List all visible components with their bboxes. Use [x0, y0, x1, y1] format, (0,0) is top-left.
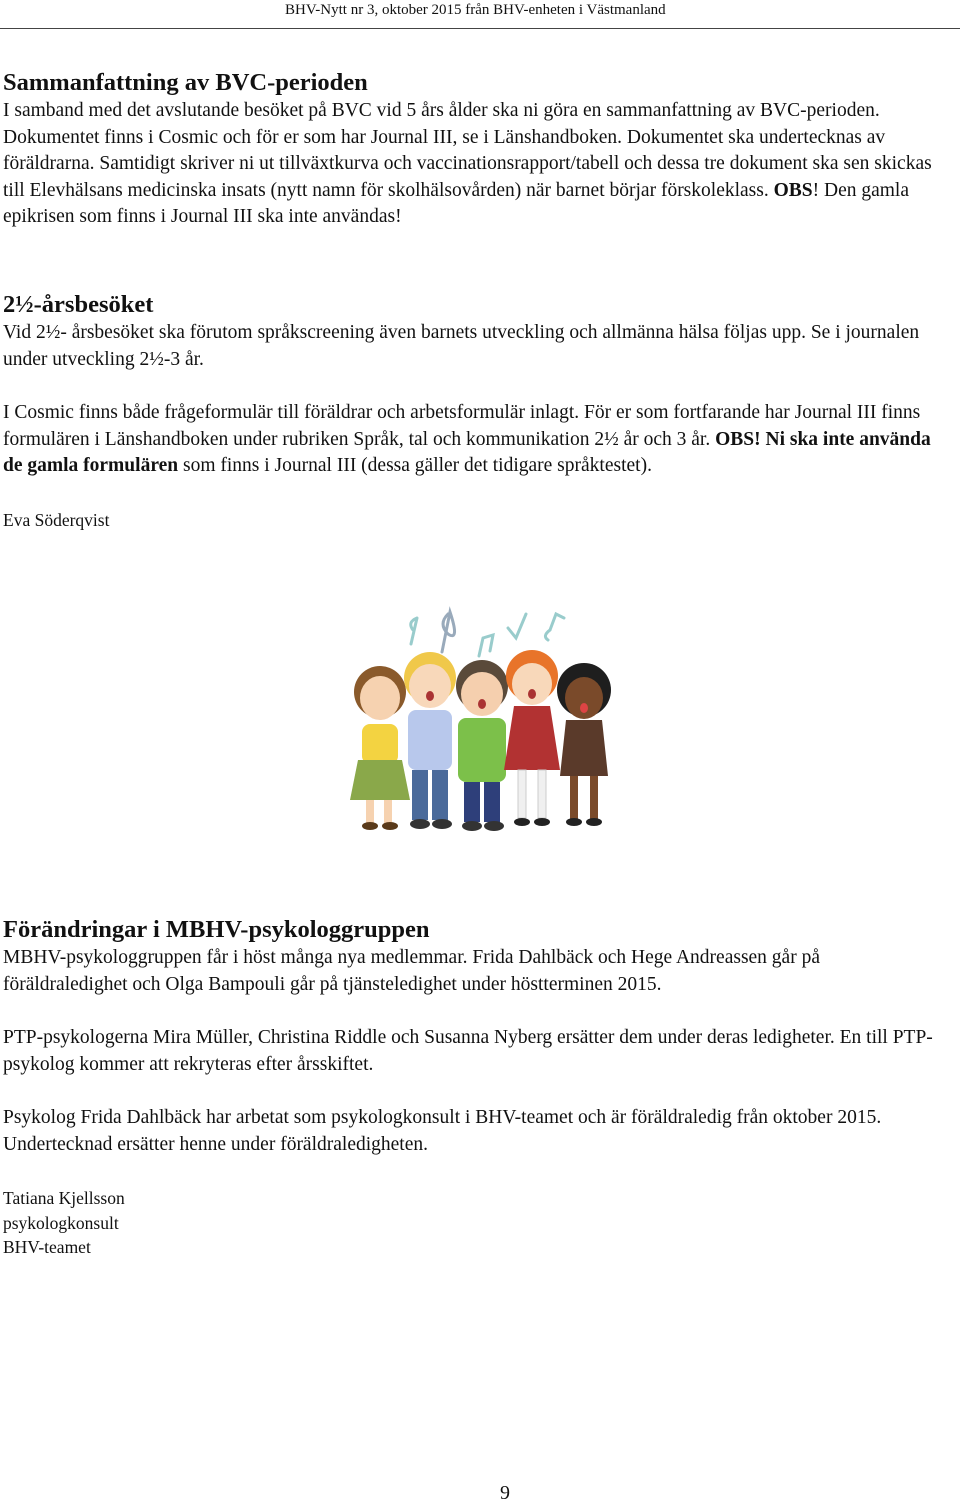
paragraph-text: I samband med det avslutande besöket på BVC vid 5 års ålder ska ni göra en sammanfattning av BVC-perioden. Dokumentet finns i Cosmic och för er som har Journal III, se i Länshandboken. Dokumentet ska undertecknas av föräldrarna. Samtidigt skriver ni ut tillväxtkurva och vaccinationsrapport/tabell och dessa tre dokument ska sen skickas till Elevhälsans medicinska insats (nytt namn för skolhälsovården) när barnet börjar förskoleklass. [3, 100, 932, 201]
section-heading: Förändringar i MBHV-psykologgruppen [3, 916, 430, 943]
paragraph-text: I Cosmic finns både frågeformulär till föräldrar och arbetsformulär inlagt. För er som fortfarande har Journal III finns formulären i Länshandboken under rubriken Språk, tal och kommunikation 2½ år och 3 år. [3, 402, 921, 450]
section-paragraph: Vid 2½- årsbesöket ska förutom språkscreening även barnets utveckling och allmänna hälsa följas upp. Se i journalen under utveckling 2½-3 år. [3, 322, 920, 370]
section-paragraph [3, 400, 938, 480]
section-psychologist-group [3, 915, 938, 1260]
singing-children-illustration [318, 600, 638, 840]
section-paragraph [3, 98, 938, 231]
bold-warning: OBS! Ni ska inte använda de gamla formulären [3, 428, 931, 476]
header-rule [0, 28, 650, 29]
paragraph-text: som finns i Journal III (dessa gäller det tidigare språktestet). [178, 455, 652, 476]
header-title: BHV-Nytt nr 3, oktober 2015 från BHV-enheten i Västmanland [285, 2, 666, 18]
signature-team: BHV-teamet [3, 1237, 91, 1257]
section-2-5-year-visit [3, 290, 938, 532]
section-paragraph: PTP-psykologerna Mira Müller, Christina Riddle och Susanna Nyberg ersätter dem under deras ledigheter. En till PTP-psykolog kommer att rekryteras efter årsskiftet. [3, 1027, 933, 1075]
section-paragraph: MBHV-psykologgruppen får i höst många nya medlemmar. Frida Dahlbäck och Hege Andreassen går på föräldraledighet och Olga Bampouli går på tjänsteledighet under höstterminen 2015. [3, 947, 820, 995]
paragraph-text: ! Den gamla epikrisen som finns i Journal III ska inte användas! [3, 179, 910, 227]
section-heading: 2½-årsbesöket [3, 291, 154, 318]
section-bvc-summary [3, 68, 938, 231]
section-heading: Sammanfattning av BVC-perioden [3, 69, 368, 96]
page-header [0, 0, 960, 36]
signature-title: psykologkonsult [3, 1212, 119, 1233]
page-number: 9 [500, 1482, 510, 1504]
signature-name: Tatiana Kjellsson [3, 1188, 125, 1208]
obs-label: OBS [773, 179, 813, 201]
header-rule-right [650, 28, 960, 29]
signature: Eva Söderqvist [3, 509, 110, 530]
section-paragraph: Psykolog Frida Dahlbäck har arbetat som psykologkonsult i BHV-teamet och är föräldraledig från oktober 2015. Undertecknad ersätter henne under föräldraledigheten. [3, 1107, 882, 1155]
